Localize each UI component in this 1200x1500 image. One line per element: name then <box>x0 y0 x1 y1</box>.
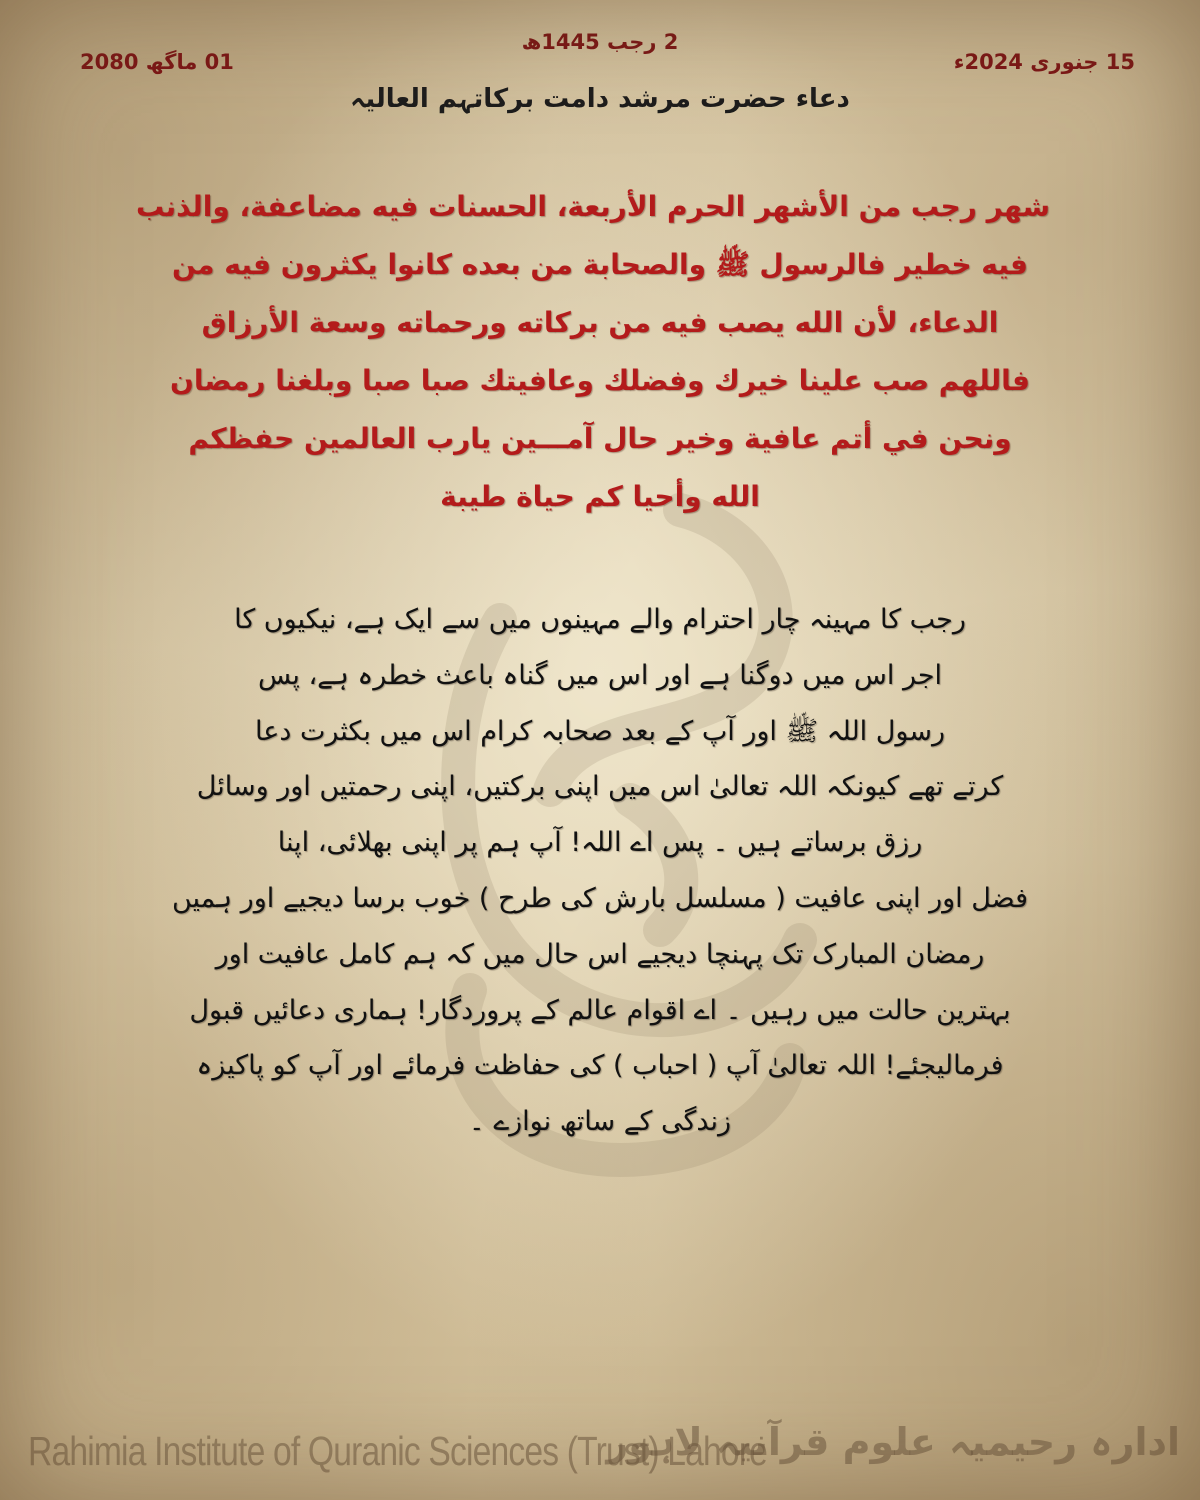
urdu-line: کرتے تھے کیونکہ اللہ تعالیٰ اس میں اپنی برکتیں، اپنی رحمتیں اور وسائل <box>196 771 1004 803</box>
arabic-line: فيه خطير فالرسول ﷺ والصحابة من بعده كانوا يكثرون فيه من <box>171 248 1029 281</box>
arabic-line: ونحن في أتم عافية وخير حال آمـــين يارب العالمين حفظكم <box>188 422 1012 455</box>
arabic-line: الله وأحيا كم حياة طيبة <box>440 480 760 513</box>
bikrami-date: 01 ماگھ 2080 <box>80 50 234 74</box>
urdu-line: رجب کا مہینہ چار احترام والے مہینوں میں سے ایک ہے، نیکیوں کا <box>234 604 966 635</box>
urdu-line: فضل اور اپنی عافیت ( مسلسل بارش کی طرح ) خوب برسا دیجیے اور ہمیں <box>171 882 1029 914</box>
arabic-line: شهر رجب من الأشهر الحرم الأربعة، الحسنات فيه مضاعفة، والذنب <box>135 190 1050 223</box>
institute-name-english: Rahimia Institute of Quranic Sciences (Trust) Lahore <box>28 1428 768 1474</box>
institute-name-urdu-logo: ادارہ رحیمیہ علوم قرآنیہ لاہور <box>606 1420 1180 1464</box>
arabic-dua-block <box>135 178 1050 526</box>
urdu-translation-block <box>170 592 1030 1150</box>
gregorian-date: 15 جنوری 2024ء <box>953 50 1135 74</box>
arabic-line: فاللهم صب علينا خيرك وفضلك وعافيتك صبا صبا وبلغنا رمضان <box>170 364 1030 397</box>
urdu-line: بہترین حالت میں رہیں ۔ اے اقوام عالم کے پروردگار! ہماری دعائیں قبول <box>189 994 1011 1026</box>
urdu-line: رمضان المبارک تک پہنچا دیجیے اس حال میں کہ ہم کامل عافیت اور <box>215 938 985 970</box>
urdu-line: زندگی کے ساتھ نوازے ۔ <box>468 1106 732 1138</box>
arabic-line: الدعاء، لأن الله يصب فيه من بركاته ورحماته وسعة الأرزاق <box>201 306 999 339</box>
urdu-line: رسول اللہ ﷺ اور آپ کے بعد صحابہ کرام اس میں بکثرت دعا <box>255 715 945 747</box>
hijri-date: 2 رجب 1445ھ <box>521 30 679 54</box>
page-title: دعاء حضرت مرشد دامت برکاتہم العالیہ <box>350 84 850 114</box>
urdu-line: رزق برساتے ہیں ۔ پس اے اللہ! آپ ہم پر اپنی بھلائی، اپنا <box>277 827 923 859</box>
urdu-line: اجر اس میں دوگنا ہے اور اس میں گناہ باعث خطرہ ہے، پس <box>257 659 943 691</box>
urdu-line: فرمالیجئے! اللہ تعالیٰ آپ ( احباب ) کی حفاظت فرمائے اور آپ کو پاکیزہ <box>196 1050 1004 1082</box>
